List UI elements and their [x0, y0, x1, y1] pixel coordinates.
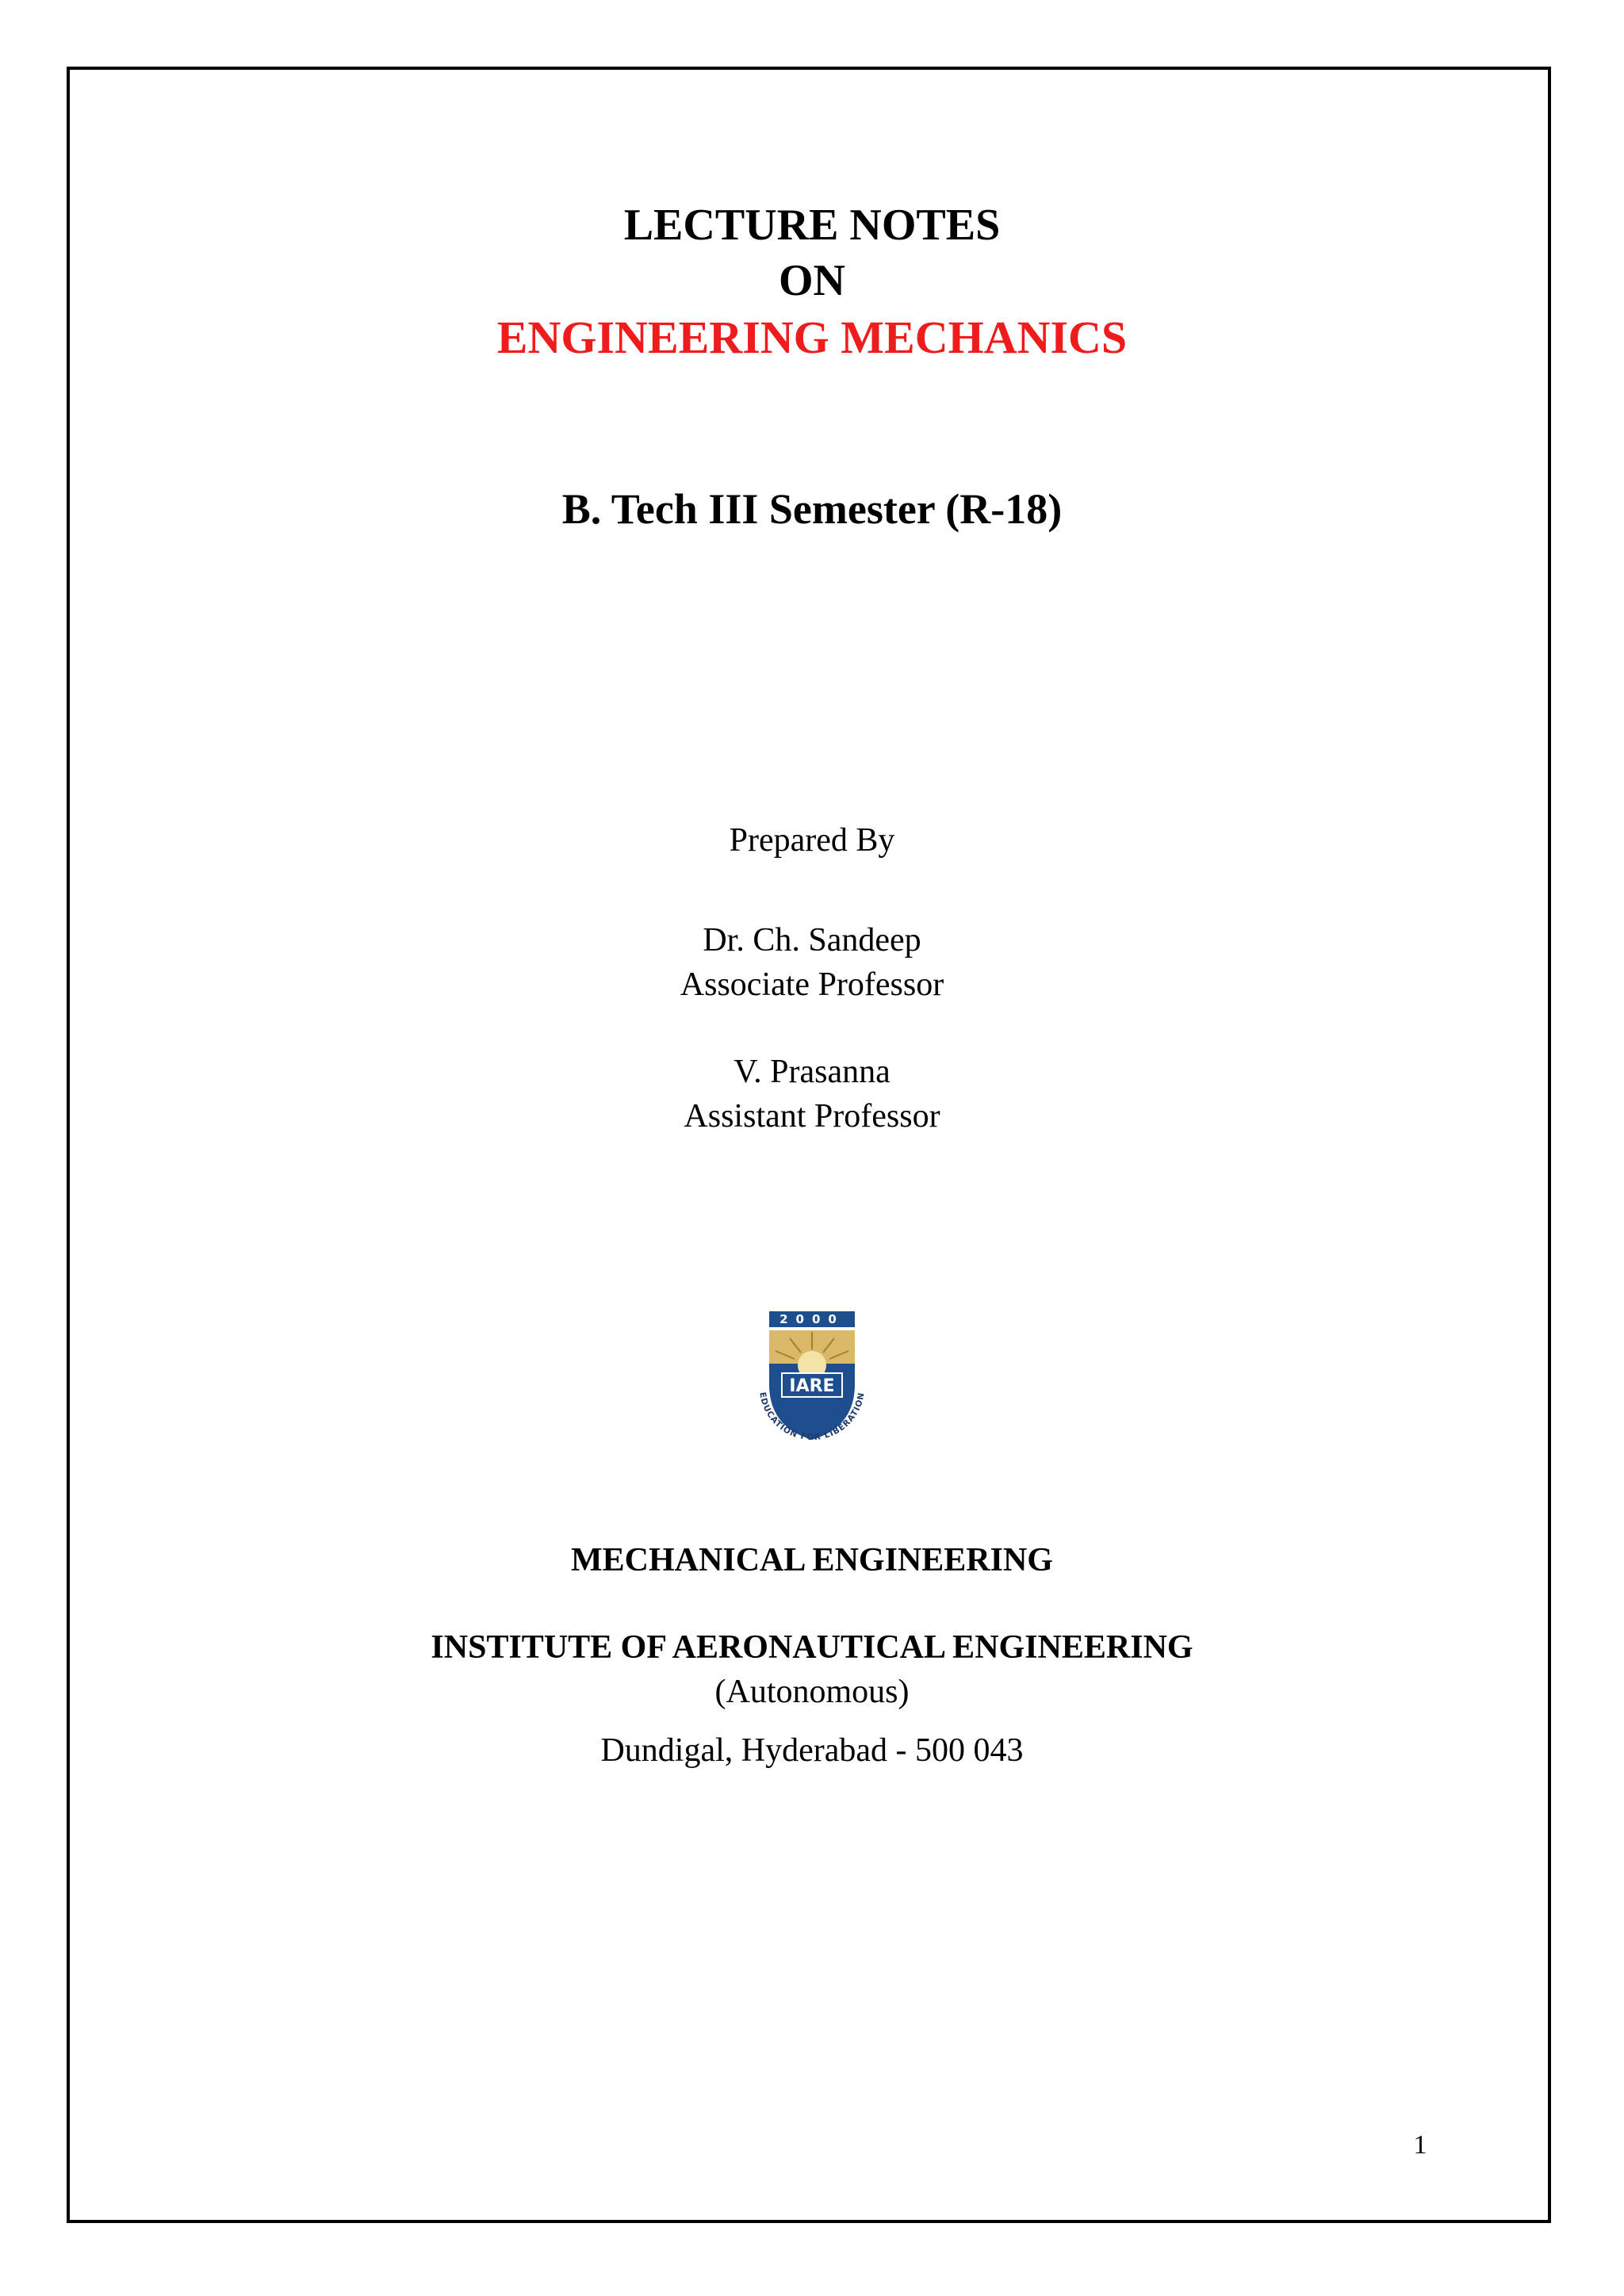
- author-name: V. Prasanna: [733, 1054, 891, 1090]
- author-role: Assistant Professor: [684, 1098, 940, 1135]
- document-title-line1: LECTURE NOTES: [623, 201, 1001, 250]
- prepared-by-label: Prepared By: [729, 822, 895, 859]
- page-number: 1: [1413, 2130, 1427, 2160]
- logo-year: 2000: [779, 1312, 845, 1326]
- logo-motto-text: EDUCATION FOR LIBERATION: [757, 1391, 867, 1443]
- page-border: [67, 67, 1551, 2223]
- course-semester: B. Tech III Semester (R-18): [561, 485, 1063, 533]
- author-role: Associate Professor: [680, 966, 944, 1003]
- department-name: MECHANICAL ENGINEERING: [571, 1542, 1053, 1578]
- iare-logo: [742, 1308, 882, 1456]
- logo-acronym: IARE: [789, 1376, 835, 1396]
- institute-status: (Autonomous): [714, 1674, 910, 1710]
- institute-name: INSTITUTE OF AERONAUTICAL ENGINEERING: [431, 1629, 1193, 1666]
- subject-title: ENGINEERING MECHANICS: [496, 312, 1128, 363]
- author-name: Dr. Ch. Sandeep: [703, 922, 921, 959]
- document-title-line2: ON: [779, 256, 845, 305]
- institute-address: Dundigal, Hyderabad - 500 043: [600, 1732, 1024, 1769]
